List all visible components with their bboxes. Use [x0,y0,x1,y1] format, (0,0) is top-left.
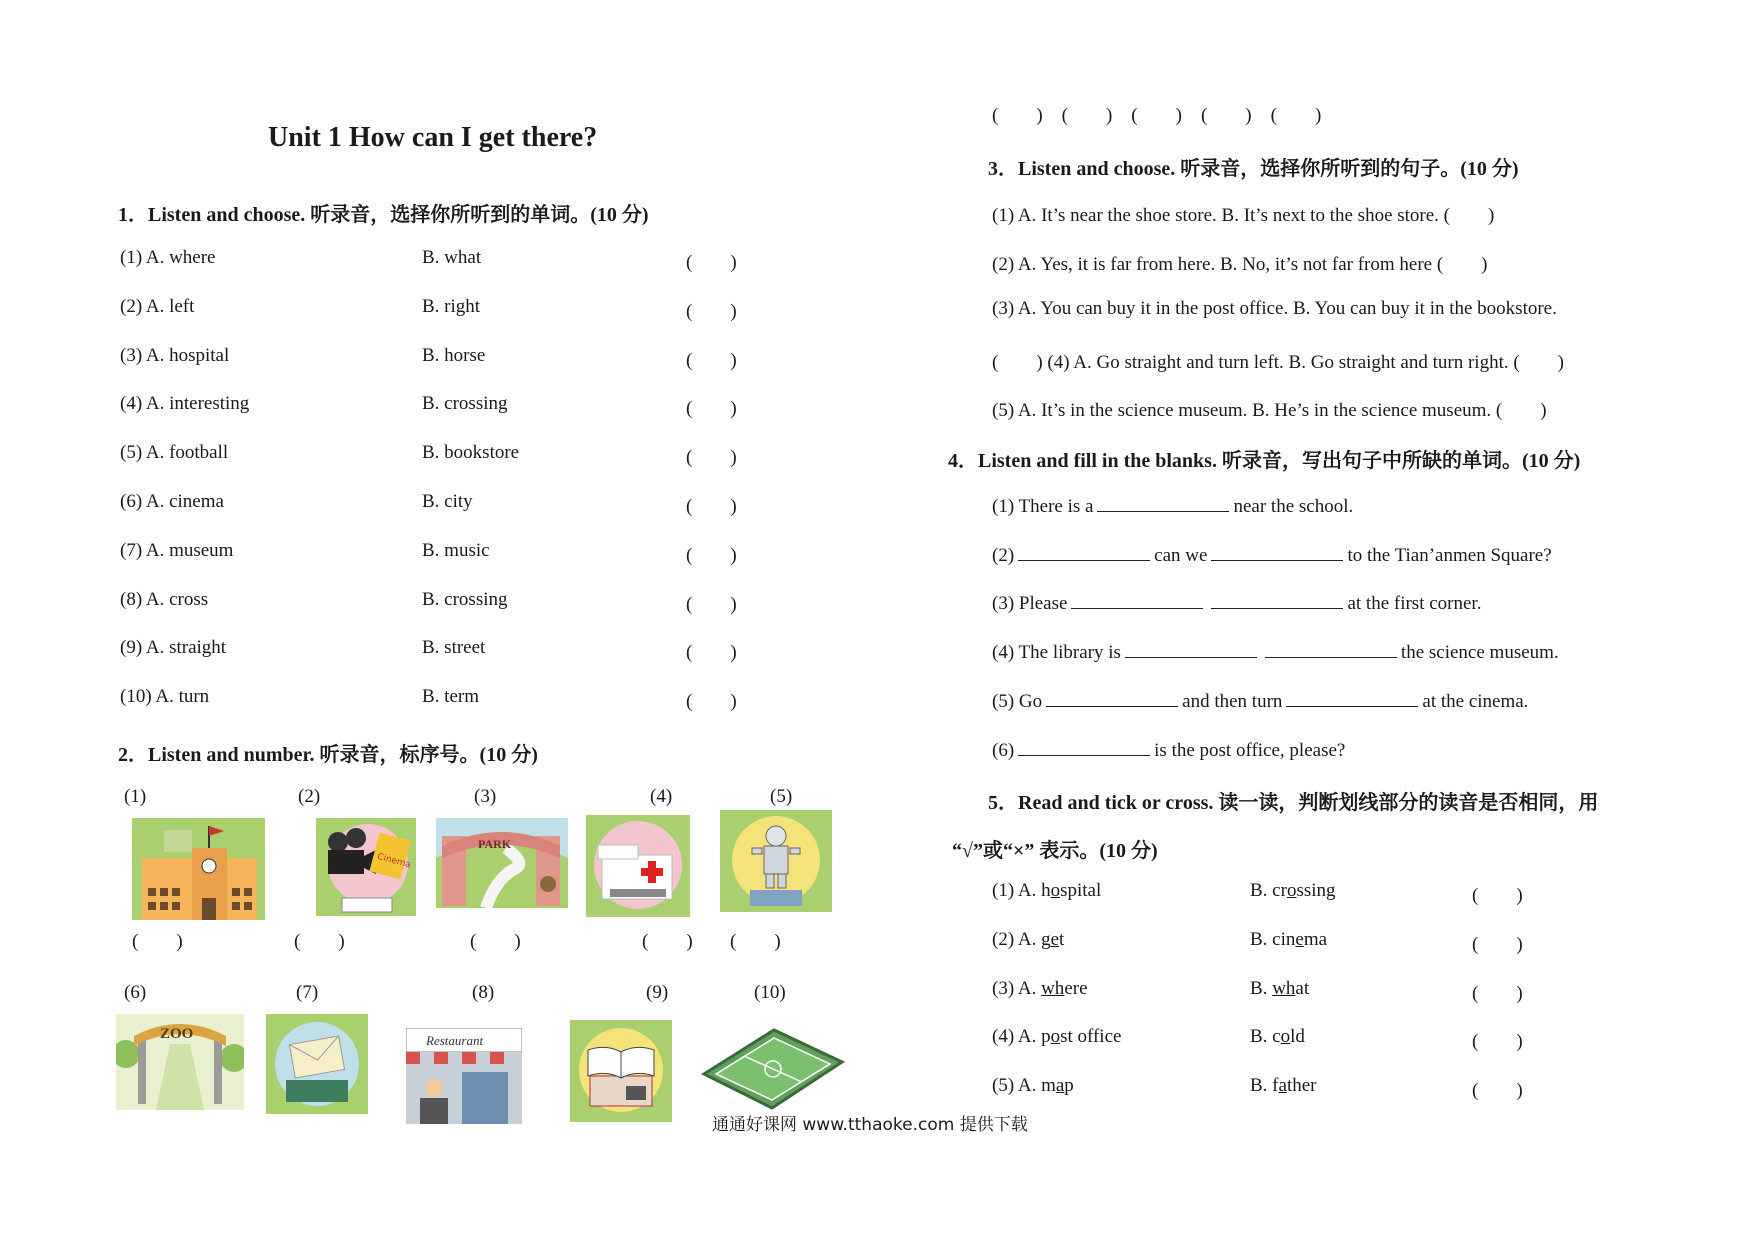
s4-line-3 [992,590,1481,615]
s3-line-4: ( ) (4) A. Go straight and turn left. B. Go straight and turn right. ( ) [992,352,1565,373]
s3-line-3: (3) A. You can buy it in the post office. B. You can buy it in the bookstore. [992,298,1557,319]
s5-text-num: (5) A. [992,1075,1042,1097]
s5-text-b-post: ther [1286,1075,1317,1097]
page-title: Unit 1 How can I get there? [268,122,598,153]
s1-answer-paren[interactable]: ( ) [686,252,737,273]
s4-l4-text-b: the science museum. [1400,642,1559,663]
section-2-heading: 2．Listen and number. 听录音，标序号。(10 分) [118,744,538,766]
s3-line-2: (2) A. Yes, it is far from here. B. No, it’s not far from here ( ) [992,254,1488,275]
s5-option-a [992,1075,1074,1097]
pic-label-10: (10) [754,982,786,1003]
s4-l5-text-c: at the cinema. [1422,691,1529,712]
top-answer-parens[interactable]: ( ) ( ) ( ) ( ) ( ) [992,105,1322,126]
s1-option-b: B. crossing [422,393,508,415]
fill-blank[interactable] [1265,639,1397,658]
s1-answer-paren[interactable]: ( ) [686,593,737,615]
s1-option-a: (1) A. where [120,247,216,268]
pic-label-8: (8) [472,982,495,1003]
s1-answer-paren[interactable]: ( ) [686,398,737,420]
museum-picture [720,810,832,912]
answer-paren-pic-4[interactable]: ( ) [642,931,693,952]
s1-option-a: (10) A. turn [120,686,210,708]
s5-text-b-pre: B. cr [1250,880,1287,901]
s4-l2-text-c: to the Tian’anmen Square? [1347,545,1552,566]
s5-text-a-pre: p [1041,1026,1051,1048]
s5-text-a-u: e [1050,928,1060,950]
s4-l3-text-b: at the first corner. [1347,593,1482,614]
s5-option-a [992,1026,1121,1048]
s5-text-num: (1) A. [992,880,1042,901]
s5-text-a-pre: h [1041,880,1051,901]
s5-text-a-u: wh [1041,977,1065,999]
s4-l6-text-a: (6) [992,740,1015,761]
zoo-picture [116,1014,244,1110]
s5-text-b-post: ma [1303,928,1328,950]
restaurant-sign-text: Restaurant [426,1033,484,1048]
s1-option-a: (3) A. hospital [120,344,230,366]
s5-text-a-post: ere [1064,977,1088,999]
s5-text-b-u: a [1278,1075,1287,1097]
cinema-sign-text: Cinema [376,851,412,871]
fill-blank[interactable] [1286,688,1418,707]
s4-l6-text-b: is the post office, please? [1154,740,1346,761]
s5-text-b-pre: B. cin [1250,928,1296,950]
pic-label-3: (3) [474,786,497,807]
restaurant-icon [406,1028,522,1124]
s1-option-a: (5) A. football [120,442,229,464]
s3-line-5: (5) A. It’s in the science museum. B. He’s in the science museum. ( ) [992,400,1547,421]
section-1-heading: 1．Listen and choose. 听录音，选择你所听到的单词。(10 分) [118,204,649,226]
fill-blank[interactable] [1125,639,1257,658]
playground-picture [694,1024,848,1112]
pic-label-6: (6) [124,982,147,1003]
s5-text-a-post: spital [1060,880,1102,901]
pic-label-4: (4) [650,786,673,807]
s1-answer-paren[interactable]: ( ) [686,447,737,469]
footer-credit: 通通好课网 www.tthaoke.com 提供下载 [712,1115,1028,1135]
s5-option-b [1250,880,1336,902]
s1-option-b: B. what [422,247,482,268]
s4-l3-text-a: (3) Please [992,593,1068,614]
s1-option-a: (8) A. cross [120,588,209,610]
s5-text-a-post: t [1059,928,1065,950]
park-gate-icon [436,818,568,908]
s1-answer-paren[interactable]: ( ) [686,496,737,517]
s5-text-b-post: ld [1290,1026,1305,1048]
book-icon [570,1020,672,1122]
s5-text-b-pre: B. c [1250,1026,1281,1048]
s1-option-a: (7) A. museum [120,539,234,561]
s4-line-5 [992,688,1528,713]
s1-option-b: B. music [422,539,490,561]
fill-blank[interactable] [1071,590,1203,609]
s1-option-a: (9) A. straight [120,637,227,659]
s5-answer-paren[interactable]: ( ) [1472,1031,1523,1053]
answer-paren-pic-1[interactable]: ( ) [132,931,183,952]
park-sign-text: PARK [478,837,512,851]
section-5-heading: 5．Read and tick or cross. 读一读，判断划线部分的读音是否相同，用 [988,792,1599,814]
pic-label-7: (7) [296,982,319,1003]
post-office-picture [266,1014,368,1114]
park-picture [436,818,568,908]
s4-line-4 [992,639,1559,664]
cinema-picture [316,818,416,916]
s5-text-a-pre: g [1041,928,1051,950]
s5-text-b-u: wh [1272,977,1296,999]
s5-text-b-post: ssing [1296,880,1336,901]
s5-text-a-u: o [1050,1026,1061,1048]
s5-answer-paren[interactable]: ( ) [1472,885,1523,906]
zoo-sign-text: ZOO [160,1026,194,1042]
s5-option-a [992,929,1064,951]
school-icon [132,818,265,920]
answer-paren-pic-3[interactable]: ( ) [470,931,521,952]
film-camera-icon [316,818,416,916]
s4-l4-text-a: (4) The library is [992,642,1121,663]
library-picture [570,1020,672,1122]
s1-option-b: B. right [422,295,481,317]
fill-blank[interactable] [1211,590,1343,609]
s1-option-b: B. horse [422,344,486,366]
envelope-icon [266,1014,368,1114]
school-picture [132,818,265,920]
pic-label-5: (5) [770,786,793,807]
s1-answer-paren[interactable]: ( ) [686,349,737,371]
s1-option-b: B. bookstore [422,442,520,464]
s5-option-b [1250,1075,1316,1097]
s5-text-b-u: o [1286,880,1297,901]
s5-text-b-u: e [1295,928,1304,950]
s1-option-b: B. street [422,637,486,659]
s1-answer-paren[interactable]: ( ) [686,642,737,664]
fill-blank[interactable] [1097,493,1229,512]
section-3-heading: 3．Listen and choose. 听录音，选择你所听到的句子。(10 分) [988,158,1519,180]
s5-option-a [992,978,1088,1000]
s5-text-b-u: o [1280,1026,1291,1048]
s3-line-1: (1) A. It’s near the shoe store. B. It’s next to the shoe store. ( ) [992,205,1495,226]
s4-l5-text-b: and then turn [1182,691,1283,712]
restaurant-picture [406,1028,522,1124]
s4-line-2 [992,542,1552,567]
hospital-icon [586,815,690,917]
s1-answer-paren[interactable]: ( ) [686,300,737,322]
sports-field-icon [694,1024,848,1112]
s5-option-b [1250,929,1327,951]
s4-l5-text-a: (5) Go [992,691,1043,712]
s1-answer-paren[interactable]: ( ) [686,544,737,566]
s5-option-a [992,880,1101,902]
s1-answer-paren[interactable]: ( ) [686,691,737,713]
answer-paren-pic-2[interactable]: ( ) [294,931,345,952]
pic-label-2: (2) [298,786,321,807]
s1-option-b: B. city [422,491,473,512]
s5-text-a-post: st office [1060,1026,1122,1048]
s4-l1-text-a: (1) There is a [992,496,1094,517]
answer-paren-pic-5[interactable]: ( ) [730,931,781,952]
s5-text-num: (3) A. [992,977,1042,999]
s5-text-num: (2) A. [992,928,1042,950]
s1-option-b: B. crossing [422,588,508,610]
robot-icon [720,810,832,912]
fill-blank[interactable] [1018,737,1150,756]
fill-blank[interactable] [1046,688,1178,707]
pic-label-1: (1) [124,786,147,807]
fill-blank[interactable] [1018,542,1150,561]
s5-text-a-pre: m [1041,1075,1056,1097]
s5-text-num: (4) A. [992,1026,1042,1048]
s5-text-b-post: at [1295,977,1310,999]
s1-option-a: (2) A. left [120,295,195,317]
s1-option-b: B. term [422,686,479,708]
s5-option-b [1250,1026,1305,1048]
zoo-gate-icon [116,1014,244,1110]
s4-l2-text-a: (2) [992,545,1015,566]
s5-text-b-pre: B. f [1250,1075,1279,1097]
s5-text-a-post: p [1064,1075,1074,1097]
section-5-heading-cont: “√”或“×” 表示。(10 分) [952,840,1158,862]
s5-text-b-pre: B. [1250,977,1273,999]
pic-label-9: (9) [646,982,669,1003]
s5-answer-paren[interactable]: ( ) [1472,1080,1523,1102]
fill-blank[interactable] [1211,542,1343,561]
s4-line-6 [992,737,1345,762]
s5-text-a-u: a [1055,1075,1065,1097]
s4-l2-text-b: can we [1154,545,1208,566]
section-4-heading: 4．Listen and fill in the blanks. 听录音，写出句子中所缺的单词。(10 分) [948,450,1581,472]
s5-answer-paren[interactable]: ( ) [1472,982,1523,1004]
s1-option-a: (6) A. cinema [120,491,224,512]
s5-option-b [1250,978,1309,1000]
hospital-picture [586,815,690,917]
s4-line-1 [992,493,1353,518]
s5-answer-paren[interactable]: ( ) [1472,933,1523,955]
s4-l1-text-b: near the school. [1233,496,1354,517]
s5-text-a-u: o [1050,880,1061,901]
s1-option-a: (4) A. interesting [120,393,250,415]
